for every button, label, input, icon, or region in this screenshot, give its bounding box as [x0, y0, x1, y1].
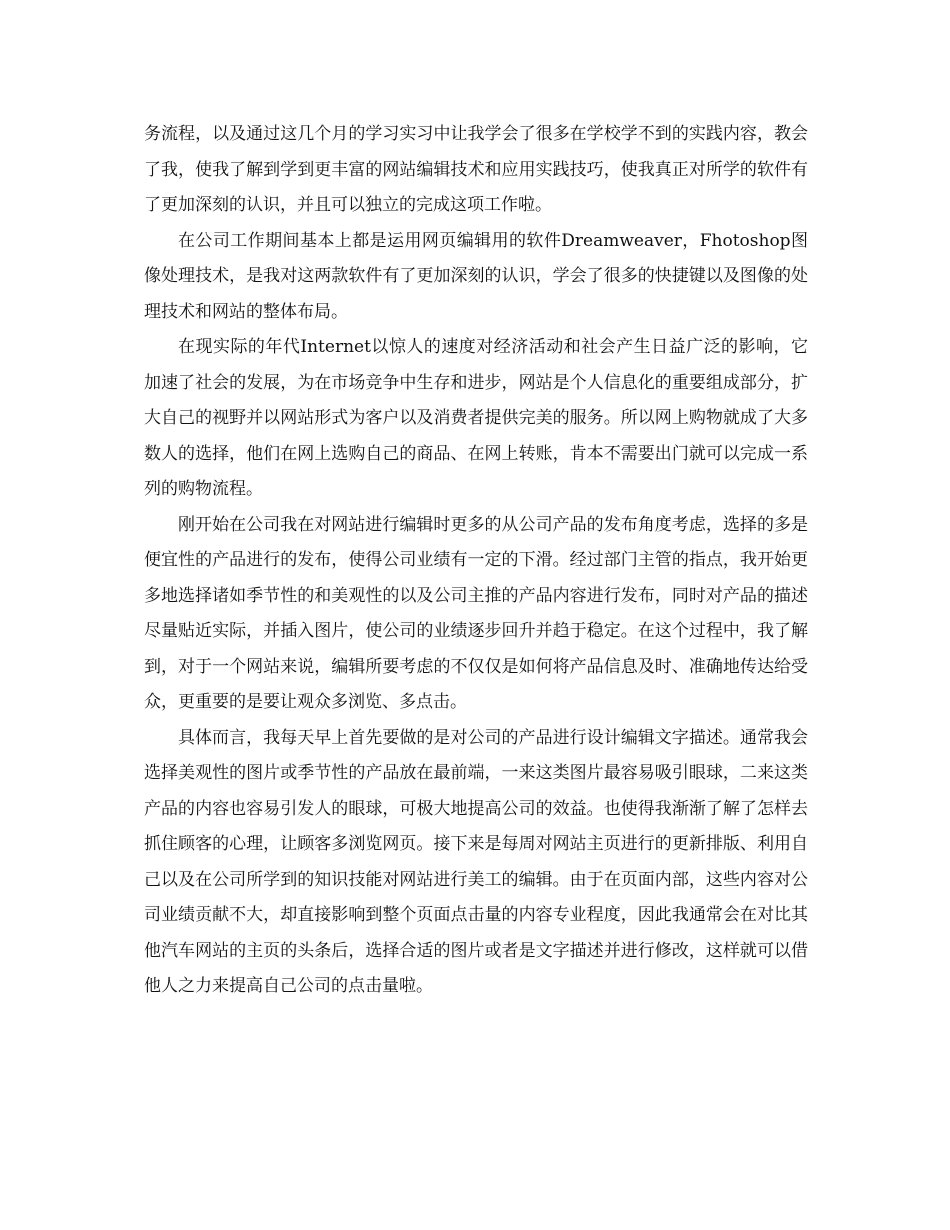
paragraph-3: 在现实际的年代Internet以惊人的速度对经济活动和社会产生日益广泛的影响，它加速了社会的发展，为在市场竞争中生存和进步，网站是个人信息化的重要组成部分，扩大自己的视野并以网站形式为客户以及消费者提供完美的服务。所以网上购物就成了大多数人的选择，他们在网上选购自己的商品、在网上转账，肯本不需要出门就可以完成一系列的购物流程。 — [144, 337, 808, 499]
paragraph-5: 具体而言，我每天早上首先要做的是对公司的产品进行设计编辑文字描述。通常我会选择美观性的图片或季节性的产品放在最前端，一来这类图片最容易吸引眼球，二来这类产品的内容也容易引发人的眼球，可极大地提高公司的效益。也使得我渐渐了解了怎样去抓住顾客的心理，让顾客多浏览网页。接下来是每周对网站主页进行的更新排版、利用自己以及在公司所学到的知识技能对网站进行美工的编辑。由于在页面内部，这些内容对公司业绩贡献不大，却直接影响到整个页面点击量的内容专业程度，因此我通常会在对比其他汽车网站的主页的头条后，选择合适的图片或者是文字描述并进行修改，这样就可以借他人之力来提高自己公司的点击量啦。 — [144, 727, 808, 996]
document-body — [144, 117, 808, 1005]
paragraph-1: 务流程，以及通过这几个月的学习实习中让我学会了很多在学校学不到的实践内容，教会了我，使我了解到学到更丰富的网站编辑技术和应用实践技巧，使我真正对所学的软件有了更加深刻的认识，并且可以独立的完成这项工作啦。 — [144, 124, 808, 215]
paragraph-2: 在公司工作期间基本上都是运用网页编辑用的软件Dreamweaver，Fhotoshop图像处理技术，是我对这两款软件有了更加深刻的认识，学会了很多的快捷键以及图像的处理技术和网站的整体布局。 — [144, 230, 808, 322]
paragraph-4: 刚开始在公司我在对网站进行编辑时更多的从公司产品的发布角度考虑，选择的多是便宜性的产品进行的发布，使得公司业绩有一定的下滑。经过部门主管的指点，我开始更多地选择诸如季节性的和美观性的以及公司主推的产品内容进行发布，同时对产品的描述尽量贴近实际，并插入图片，使公司的业绩逐步回升并趋于稳定。在这个过程中，我了解到，对于一个网站来说，编辑所要考虑的不仅仅是如何将产品信息及时、准确地传达给受众，更重要的是要让观众多浏览、多点击。 — [144, 514, 808, 712]
